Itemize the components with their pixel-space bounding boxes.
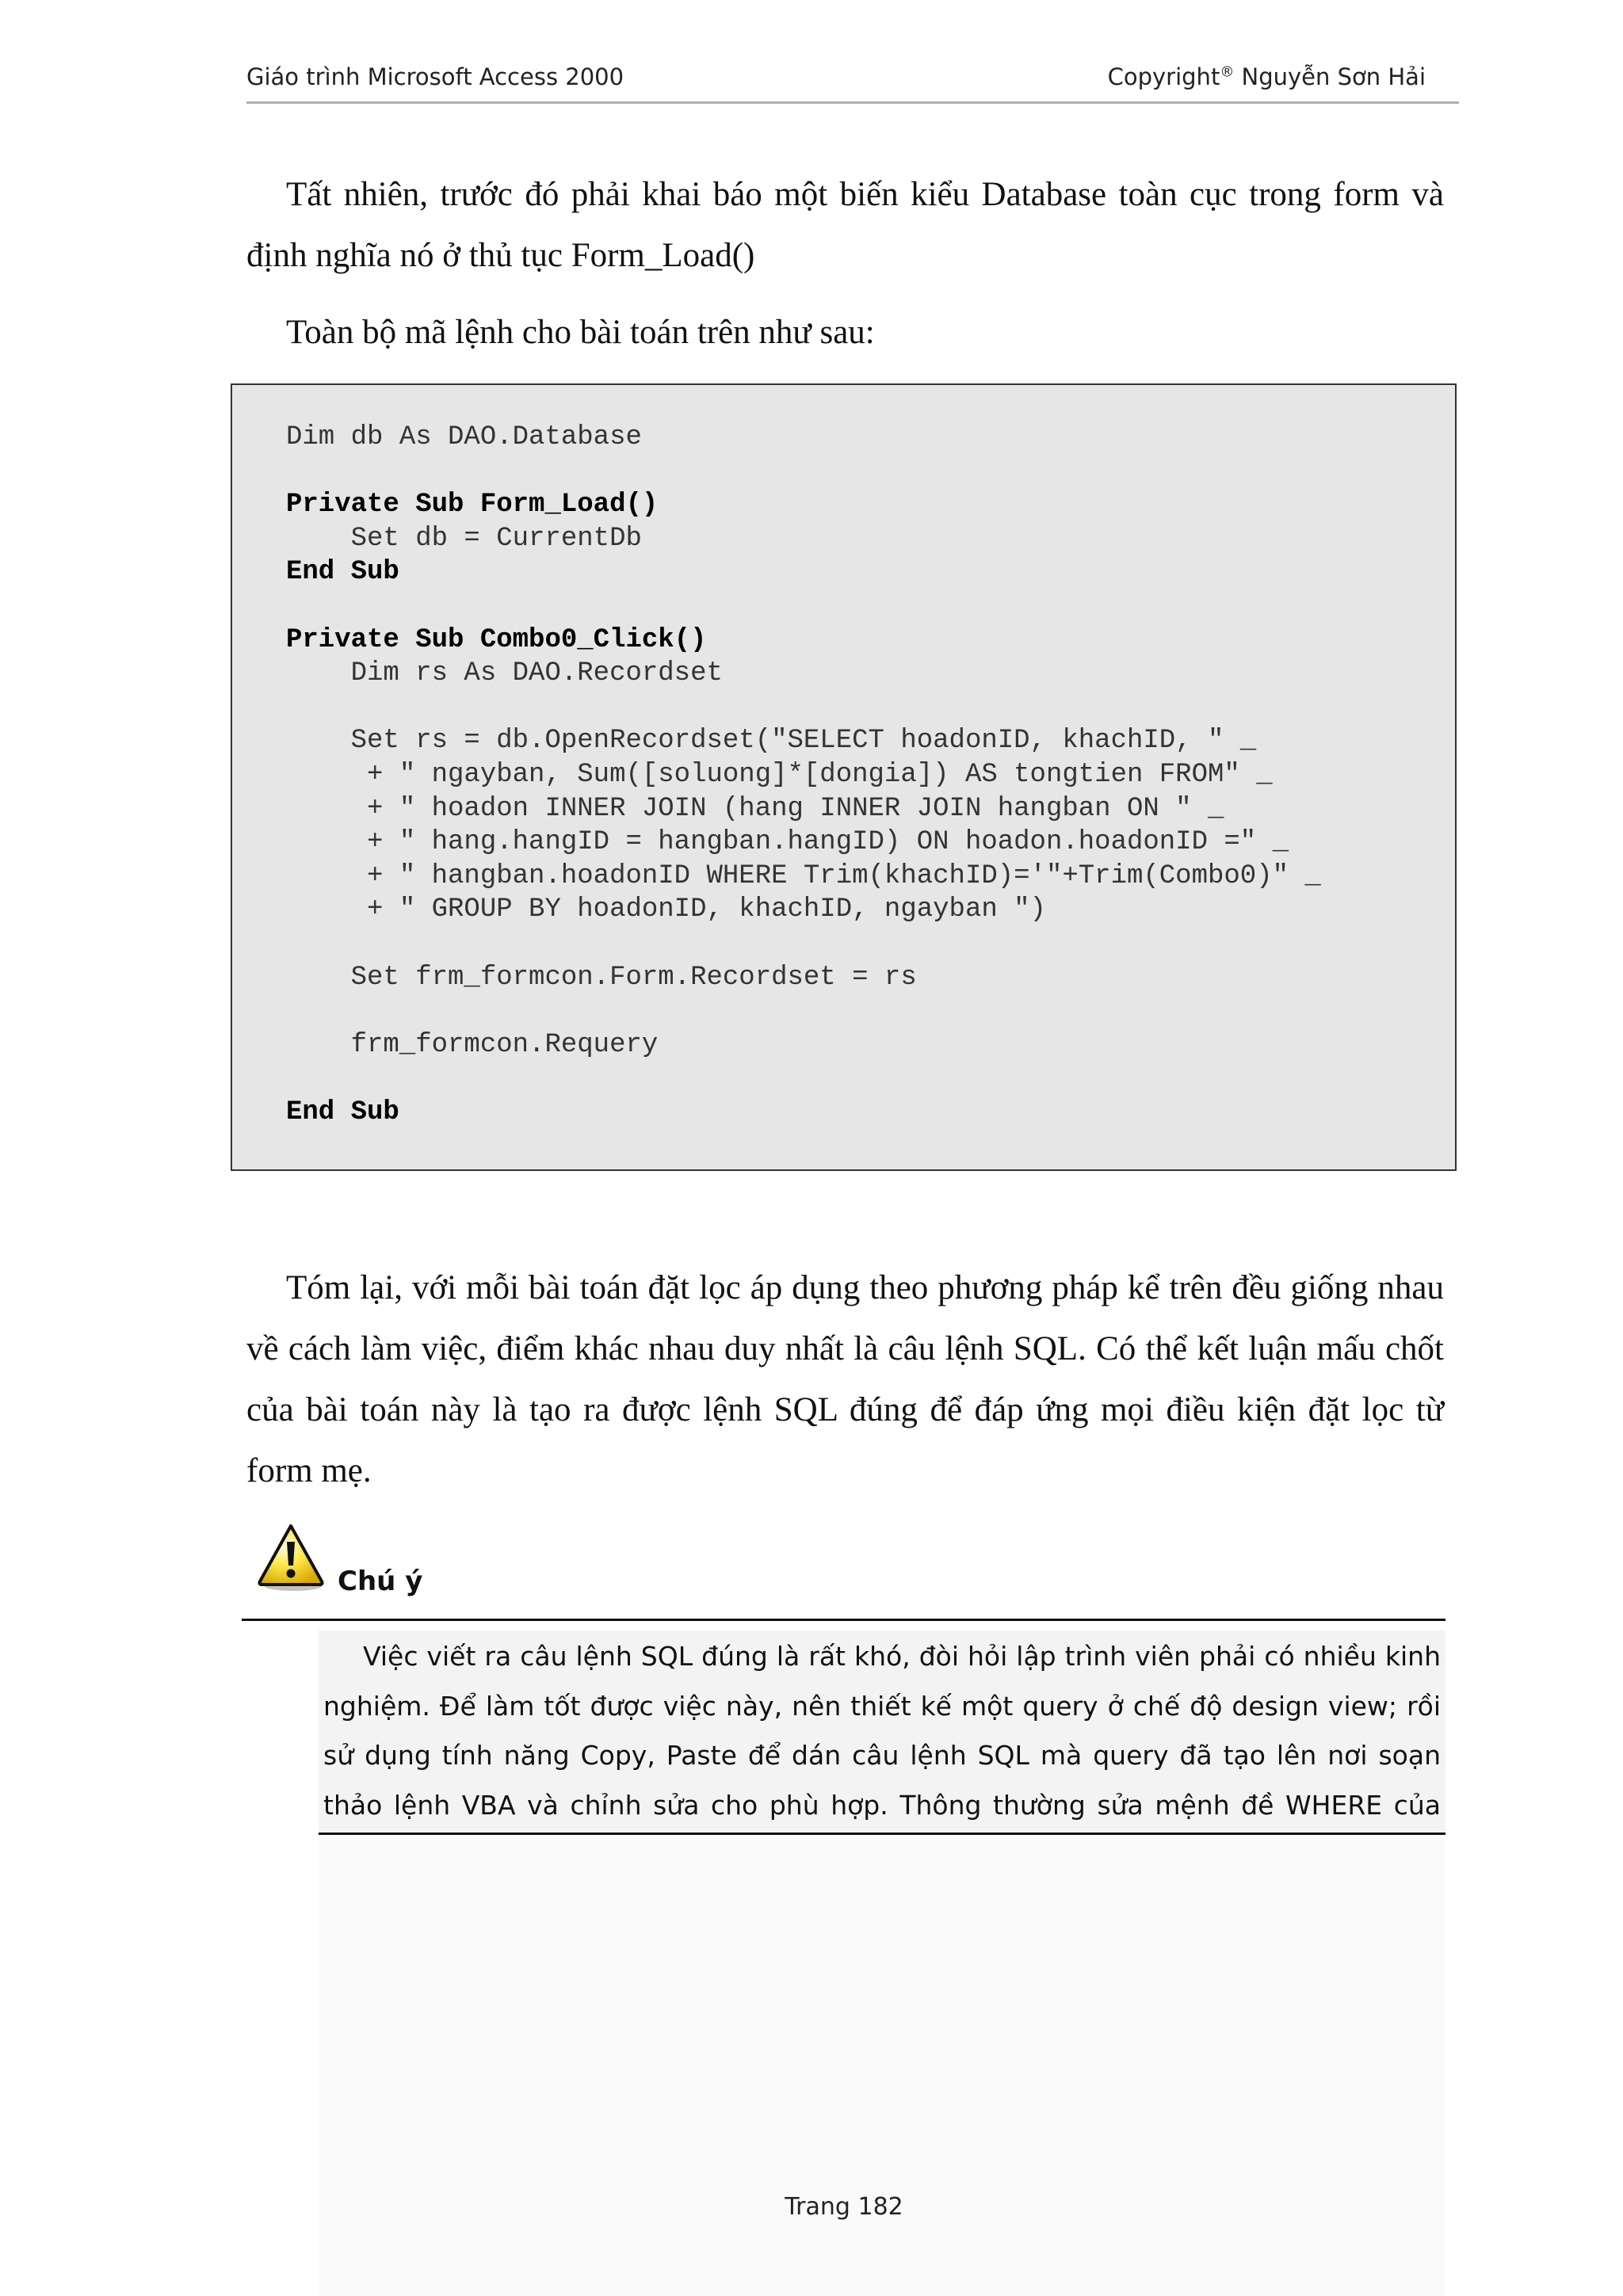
code-line [286,994,1321,1028]
code-line [286,455,1321,489]
note-divider [242,1619,1445,1621]
code-line: + " hoadon INNER JOIN (hang INNER JOIN hangban ON " _ [286,793,1224,824]
page-header [246,63,1459,104]
paragraph-summary: Tóm lại, với mỗi bài toán đặt lọc áp dụng theo phương pháp kể trên đều giống nhau về cách làm việc, điểm khác nhau duy nhất là câu lệnh SQL. Có thể kết luận mấu chốt của bài toán này là tạo ra được lệnh SQL đúng để đáp ứng mọi điều kiện đặt lọc từ form mẹ. [246,1269,1444,1489]
code-line: + " hangban.hoadonID WHERE Trim(khachID)='"+Trim(Combo0)" _ [286,860,1321,891]
book-title: Giáo trình Microsoft Access 2000 [246,63,624,90]
code-line: frm_formcon.Requery [286,1029,659,1060]
code-line [286,589,1321,624]
code-line: End Sub [286,1097,399,1127]
margin-strip [319,1838,1445,2296]
code-line [286,1062,1321,1096]
code-listing [286,421,1321,1129]
paragraph-intro: Tất nhiên, trước đó phải khai báo một biến kiểu Database toàn cục trong form và định nghĩa nó ở thủ tục Form_Load() [246,176,1444,274]
code-line: + " GROUP BY hoadonID, khachID, ngayban ") [286,894,1046,925]
code-line [286,691,1321,725]
note-text: Việc viết ra câu lệnh SQL đúng là rất khó, đòi hỏi lập trình viên phải có nhiều kinh nghiệm. Để làm tốt được việc này, nên thiết kế một query ở chế độ design view; rồi sử dụng tính năng Copy, Paste để dán câu lệnh SQL mà query đã tạo lên nơi soạn thảo lệnh VBA và chỉnh sửa cho phù hợp. Thông thường sửa mệnh đề WHERE của [323,1641,1441,1821]
paragraph-code-lead: Toàn bộ mã lệnh cho bài toán trên như sau: [286,314,875,351]
copyright-notice: Copyright® Nguyễn Sơn Hải [1107,63,1426,90]
page-number: Trang 182 [785,2193,903,2221]
code-line: + " ngayban, Sum([soluong]*[dongia]) AS tongtien FROM" _ [286,759,1273,790]
note-title: Chú ý [338,1566,423,1597]
code-line: Private Sub Combo0_Click() [286,624,707,655]
note-box [319,1630,1445,1835]
code-block [231,383,1457,1171]
code-line: Set db = CurrentDb [286,523,642,554]
code-line: End Sub [286,557,399,588]
code-line: Set rs = db.OpenRecordset("SELECT hoadonID, khachID, " _ [286,726,1257,757]
code-line: Dim rs As DAO.Recordset [286,658,723,689]
warning-icon [257,1523,325,1592]
code-line: Private Sub Form_Load() [286,490,659,521]
code-line: Dim db As DAO.Database [286,422,642,452]
registered-mark: ® [1220,63,1235,81]
code-line [286,927,1321,961]
code-line: + " hang.hangID = hangban.hangID) ON hoadon.hoadonID =" _ [286,827,1289,858]
code-line: Set frm_formcon.Form.Recordset = rs [286,962,917,993]
